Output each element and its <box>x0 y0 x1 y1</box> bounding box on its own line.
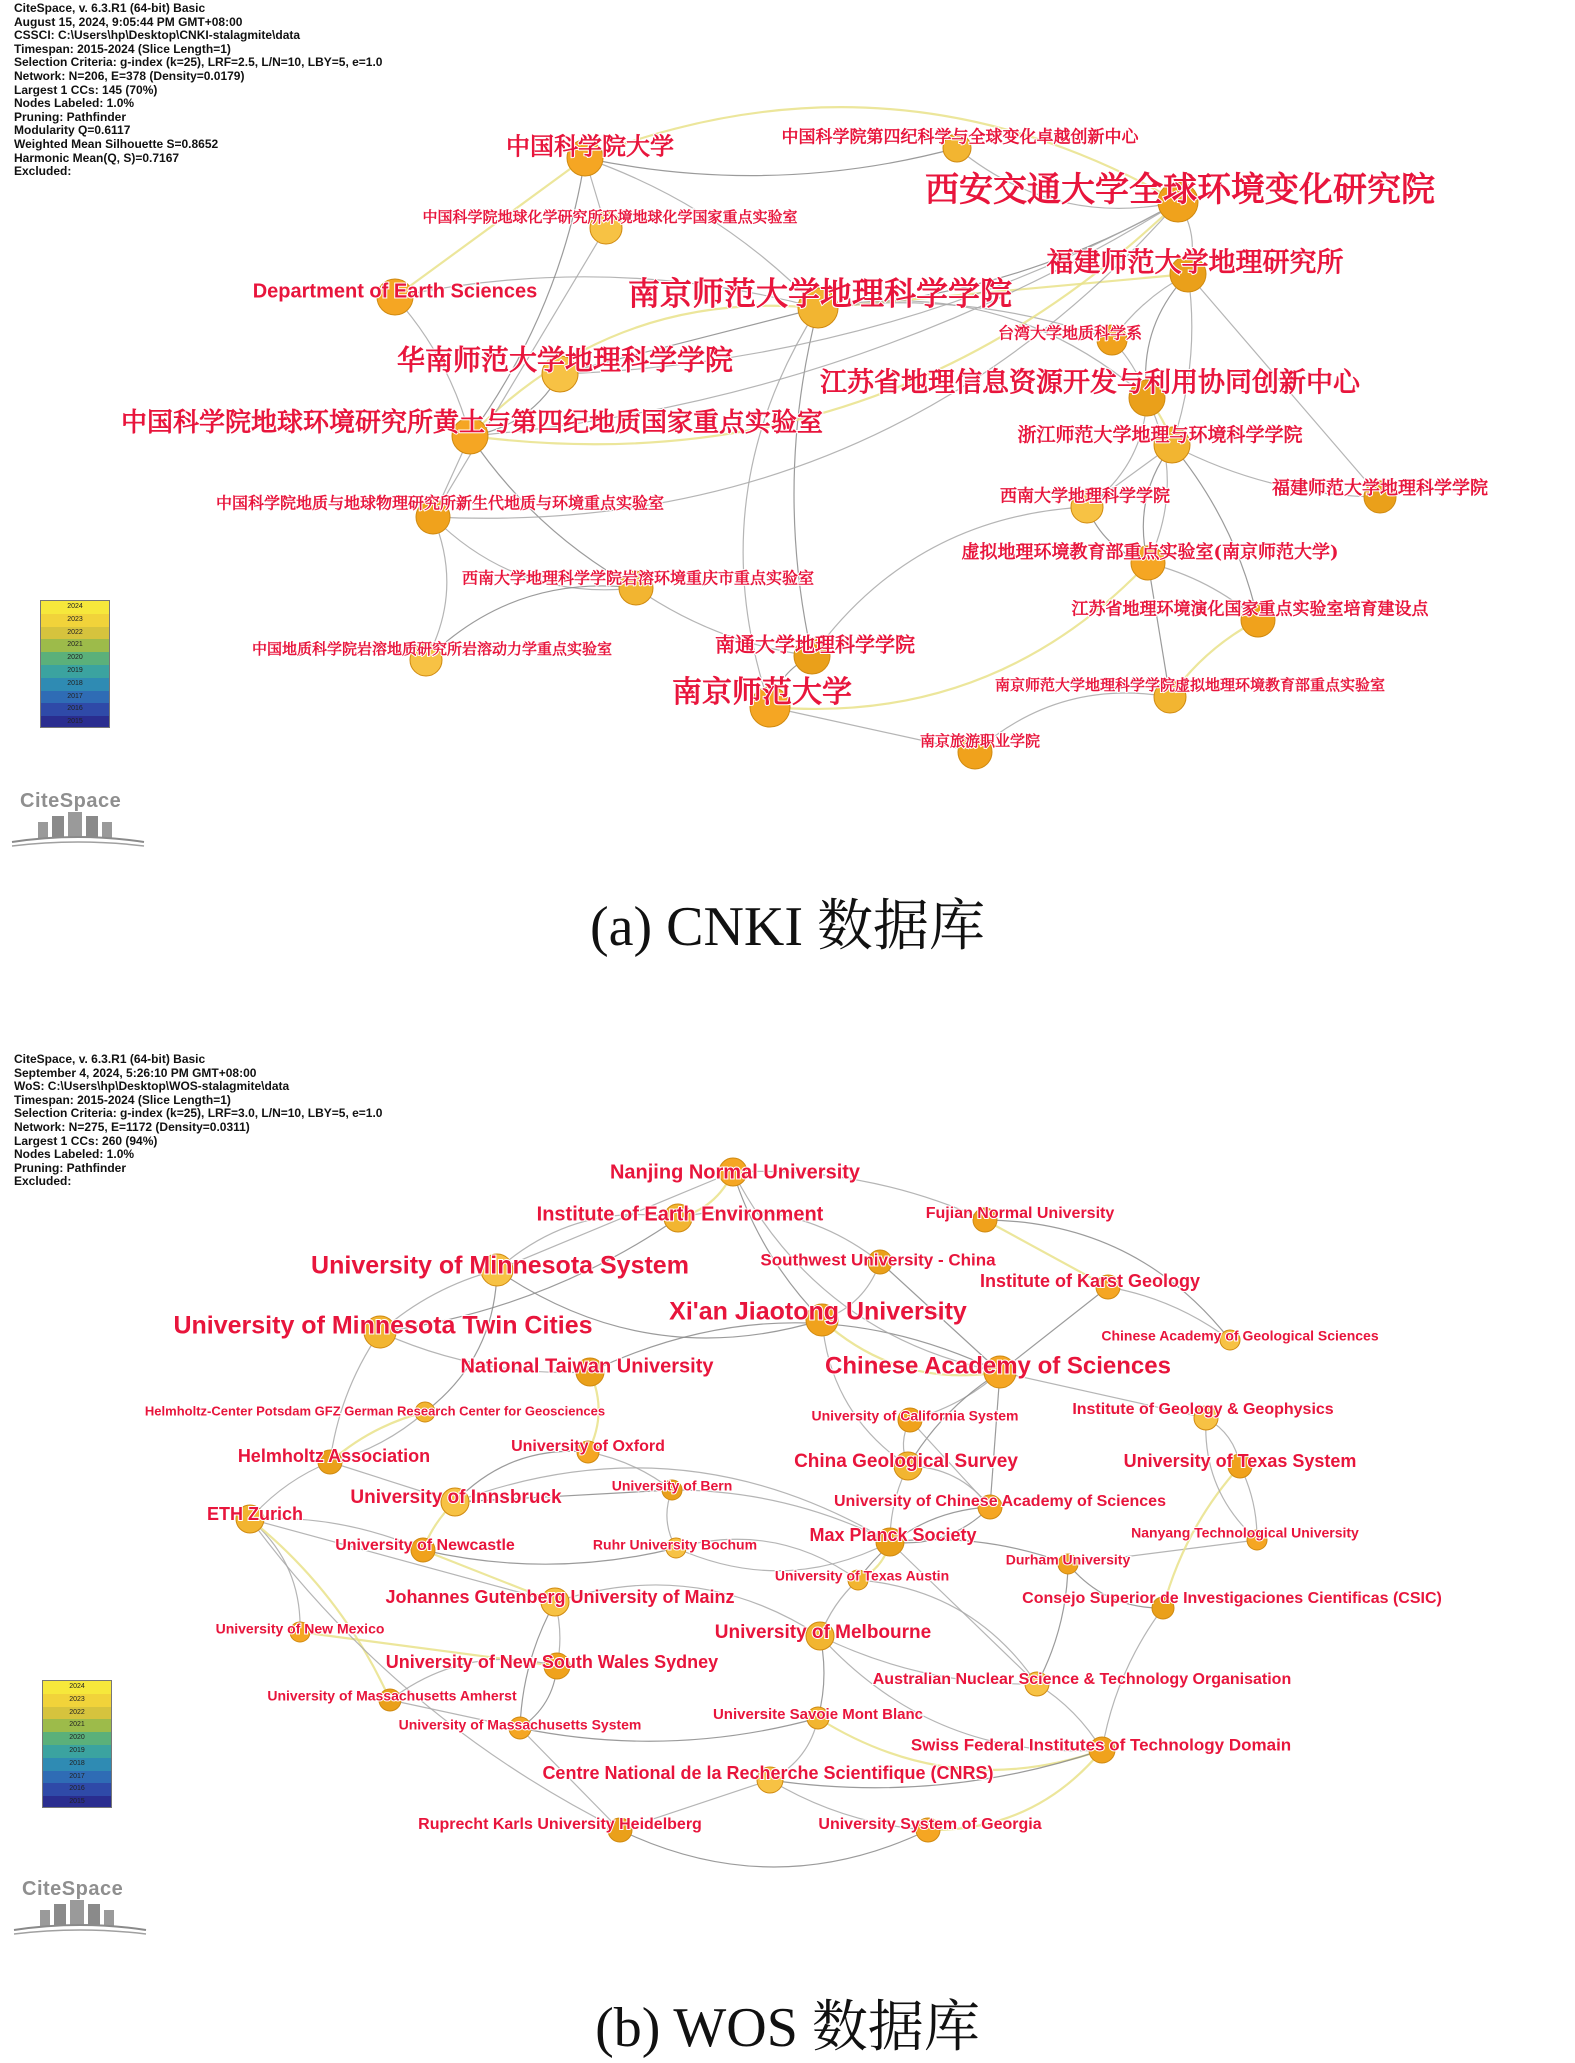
wos-node-label: Johannes Gutenberg University of Mainz <box>385 1586 735 1607</box>
legend-year-band: 2022 <box>41 627 109 640</box>
logo-text: CiteSpace <box>22 1878 124 1900</box>
wos-node-label: University of Texas System <box>1123 1450 1357 1471</box>
wos-node-label: Fujian Normal University <box>925 1205 1115 1223</box>
wos-node-label: Southwest University - China <box>760 1250 996 1270</box>
wos-node-label: University of Texas Austin <box>774 1567 950 1584</box>
cnki-node-label: Department of Earth Sciences <box>252 280 538 303</box>
wos-year-color-legend <box>42 1680 112 1808</box>
metadata-line: Weighted Mean Silhouette S=0.8652 <box>14 136 219 151</box>
cnki-edge <box>395 158 585 297</box>
cnki-node-label: 中国地质科学院岩溶地质研究所岩溶动力学重点实验室 <box>251 640 613 658</box>
metadata-line: September 4, 2024, 5:26:10 PM GMT+08:00 <box>14 1065 257 1080</box>
cnki-node-label: 西南大学地理科学学院 <box>1000 486 1170 507</box>
metadata-line: Network: N=206, E=378 (Density=0.0179) <box>14 68 245 83</box>
wos-node-label: Chinese Academy of Sciences <box>825 1352 1171 1380</box>
panel-wos <box>0 1050 1575 2059</box>
legend-year-band: 2015 <box>43 1796 111 1808</box>
legend-year-band: 2021 <box>43 1719 111 1732</box>
wos-node-label: Centre National de la Recherche Scientifique (CNRS) <box>542 1762 994 1783</box>
metadata-line: Network: N=275, E=1172 (Density=0.0311) <box>14 1119 250 1134</box>
wos-node-label: China Geological Survey <box>794 1451 1018 1473</box>
cnki-node-label: 南京师范大学地理科学学院虚拟地理环境教育部重点实验室 <box>994 676 1386 694</box>
cnki-node-label: 西安交通大学全球环境变化研究院 <box>925 170 1435 210</box>
cnki-edge <box>426 517 447 660</box>
cnki-node-label: 华南师范大学地理科学学院 <box>396 343 734 377</box>
legend-year-band: 2020 <box>41 652 109 665</box>
wos-node-label: University of Newcastle <box>335 1537 515 1555</box>
cnki-node-label: 中国科学院地球环境研究所黄土与第四纪地质国家重点实验室 <box>120 408 824 438</box>
cnki-node-label: 南京师范大学 <box>672 675 852 710</box>
citespace-logo <box>8 790 148 860</box>
wos-node-label: University of California System <box>811 1407 1019 1424</box>
cnki-node-label: 江苏省地理信息资源开发与利用协同创新中心 <box>820 367 1360 399</box>
legend-year-band: 2019 <box>41 665 109 678</box>
caption-cnki: (a) CNKI 数据库 <box>589 896 986 958</box>
metadata-line: Timespan: 2015-2024 (Slice Length=1) <box>14 41 231 56</box>
legend-year-band: 2018 <box>41 678 109 691</box>
cnki-node-label: 南京师范大学地理科学学院 <box>627 274 1013 313</box>
metadata-line: Excluded: <box>14 164 72 179</box>
cnki-node-label: 南京旅游职业学院 <box>919 732 1041 750</box>
wos-edge <box>1206 1418 1257 1540</box>
metadata-line: Harmonic Mean(Q, S)=0.7167 <box>14 150 180 165</box>
wos-node-label: National Taiwan University <box>460 1355 714 1378</box>
wos-node-label: Consejo Superior de Investigaciones Cientificas (CSIC) <box>1022 1590 1442 1608</box>
wos-node-label: Ruhr University Bochum <box>592 1536 758 1553</box>
logo-building-icon <box>8 790 148 860</box>
metadata-line: Nodes Labeled: 1.0% <box>14 1147 135 1162</box>
wos-node-label: Australian Nuclear Science & Technology Organisation <box>872 1671 1292 1689</box>
wos-edge <box>1037 1564 1068 1684</box>
wos-node-label: Xi'an Jiaotong University <box>669 1297 967 1326</box>
cnki-node-label: 台湾大学地质科学系 <box>997 323 1143 343</box>
cnki-node-label: 福建师范大学地理科学学院 <box>1272 478 1488 499</box>
cnki-node-label: 中国科学院大学 <box>506 131 674 161</box>
metadata-line: Largest 1 CCs: 145 (70%) <box>14 82 158 97</box>
wos-node-label: Institute of Karst Geology <box>979 1270 1201 1291</box>
metadata-line: WoS: C:\Users\hp\Desktop\WOS-stalagmite\data <box>14 1079 290 1094</box>
wos-node-label: University of Melbourne <box>714 1622 932 1644</box>
wos-edge <box>990 1372 1000 1507</box>
metadata-line: CiteSpace, v. 6.3.R1 (64-bit) Basic <box>14 1 206 15</box>
wos-edge <box>425 1270 497 1412</box>
metadata-line: Timespan: 2015-2024 (Slice Length=1) <box>14 1092 231 1107</box>
metadata-line: Pruning: Pathfinder <box>14 1160 126 1175</box>
metadata-line: Excluded: <box>14 1174 72 1189</box>
wos-node-label: Institute of Earth Environment <box>536 1203 824 1226</box>
legend-year-band: 2020 <box>43 1732 111 1745</box>
legend-year-band: 2024 <box>43 1681 111 1694</box>
wos-node-label: Universite Savoie Mont Blanc <box>712 1705 924 1723</box>
legend-year-band: 2023 <box>43 1694 111 1707</box>
wos-edge <box>820 1636 1102 1751</box>
wos-node-label: University of Minnesota System <box>311 1251 689 1280</box>
legend-year-band: 2016 <box>41 703 109 716</box>
wos-edge <box>822 1320 908 1466</box>
wos-node-label: Chinese Academy of Geological Sciences <box>1101 1327 1379 1344</box>
cnki-edge <box>794 308 818 656</box>
wos-labels <box>145 1161 1442 1833</box>
cnki-node-label: 福建师范大学地理研究所 <box>1046 247 1344 279</box>
cnki-node-label: 浙江师范大学地理与环境科学学院 <box>1017 424 1303 446</box>
citespace-logo <box>10 1878 150 1948</box>
legend-year-band: 2023 <box>41 614 109 627</box>
wos-node-label: Helmholtz Association <box>237 1445 431 1466</box>
wos-node-label: University System of Georgia <box>818 1816 1042 1834</box>
wos-edge <box>620 1830 928 1867</box>
cnki-node-label: 中国科学院地质与地球物理研究所新生代地质与环境重点实验室 <box>215 493 665 513</box>
cnki-edge <box>1172 274 1192 445</box>
wos-network-graph <box>0 1050 1575 2010</box>
metadata-line: Largest 1 CCs: 260 (94%) <box>14 1133 158 1148</box>
wos-node-label: University of New South Wales Sydney <box>385 1651 719 1672</box>
wos-node-label: University of Massachusetts Amherst <box>267 1687 517 1704</box>
wos-node-label: Max Planck Society <box>809 1524 977 1545</box>
wos-node-label: University of Massachusetts System <box>398 1716 642 1733</box>
wos-node-label: University of Oxford <box>511 1438 665 1456</box>
wos-node-label: Ruprecht Karls University Heidelberg <box>418 1816 702 1834</box>
logo-text: CiteSpace <box>20 790 122 812</box>
panel-cnki <box>0 0 1575 958</box>
cnki-node-label: 西南大学地理科学学院岩溶环境重庆市重点实验室 <box>461 568 815 588</box>
cnki-node-label: 中国科学院地球化学研究所环境地球化学国家重点实验室 <box>422 208 798 226</box>
logo-building-icon <box>10 1878 150 1948</box>
legend-year-band: 2022 <box>43 1707 111 1720</box>
cnki-edge <box>1172 445 1258 620</box>
metadata-line: Nodes Labeled: 1.0% <box>14 96 135 111</box>
wos-node-label: University of New Mexico <box>215 1620 385 1637</box>
wos-node-label: Institute of Geology & Geophysics <box>1072 1401 1334 1419</box>
legend-year-band: 2024 <box>41 601 109 614</box>
cnki-year-color-legend <box>40 600 110 728</box>
wos-node-label: ETH Zurich <box>206 1503 304 1524</box>
cnki-metadata-block <box>14 2 382 179</box>
metadata-line: CSSCI: C:\Users\hp\Desktop\CNKI-stalagmite\data <box>14 28 301 43</box>
metadata-line: August 15, 2024, 9:05:44 PM GMT+08:00 <box>14 14 243 29</box>
cnki-node-label: 中国科学院第四纪科学与全球变化卓越创新中心 <box>781 127 1139 148</box>
wos-node-label: University of Minnesota Twin Cities <box>173 1311 593 1340</box>
legend-year-band: 2018 <box>43 1758 111 1771</box>
wos-node-label: University of Innsbruck <box>350 1487 562 1509</box>
legend-year-band: 2017 <box>43 1771 111 1784</box>
legend-year-band: 2019 <box>43 1745 111 1758</box>
metadata-line: Pruning: Pathfinder <box>14 109 126 124</box>
legend-year-band: 2016 <box>43 1783 111 1796</box>
metadata-line: Selection Criteria: g-index (k=25), LRF=2.5, L/N=10, LBY=5, e=1.0 <box>14 55 383 70</box>
wos-node-label: Nanjing Normal University <box>609 1161 861 1184</box>
metadata-line: Modularity Q=0.6117 <box>14 123 131 138</box>
caption-wos: (b) WOS 数据库 <box>595 1997 980 2059</box>
wos-node-label: Nanyang Technological University <box>1131 1524 1359 1541</box>
cnki-labels <box>121 127 1488 751</box>
wos-node-label: Durham University <box>1005 1551 1131 1568</box>
wos-edge <box>250 1519 300 1632</box>
wos-metadata-block <box>14 1053 382 1189</box>
legend-year-band: 2021 <box>41 639 109 652</box>
wos-node-label: Swiss Federal Institutes of Technology Domain <box>910 1735 1292 1755</box>
cnki-nodes <box>377 131 1396 769</box>
cnki-node-label: 江苏省地理环境演化国家重点实验室培育建设点 <box>1071 599 1429 620</box>
cnki-node-label: 虚拟地理环境教育部重点实验室(南京师范大学) <box>961 542 1339 563</box>
legend-year-band: 2017 <box>41 691 109 704</box>
metadata-line: CiteSpace, v. 6.3.R1 (64-bit) Basic <box>14 1052 206 1066</box>
wos-node-label: University of Chinese Academy of Sciences <box>834 1493 1166 1511</box>
legend-year-band: 2015 <box>41 716 109 728</box>
cnki-node-label: 南通大学地理科学学院 <box>715 632 915 657</box>
wos-node-label: University of Bern <box>611 1477 733 1494</box>
wos-node-label: Helmholtz-Center Potsdam GFZ German Research Center for Geosciences <box>144 1403 606 1419</box>
wos-edge <box>733 1172 1000 1372</box>
metadata-line: Selection Criteria: g-index (k=25), LRF=3.0, L/N=10, LBY=5, e=1.0 <box>14 1106 383 1121</box>
